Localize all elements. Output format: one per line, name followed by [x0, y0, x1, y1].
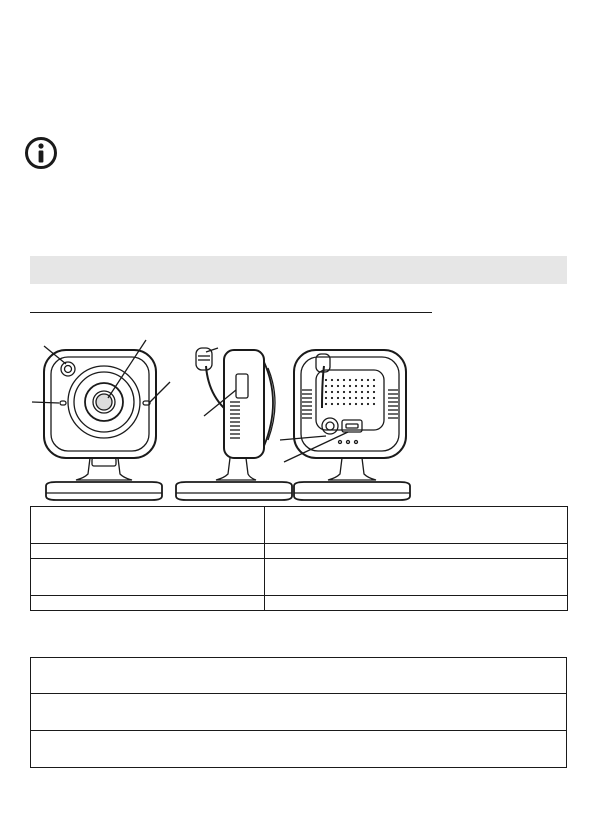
table-cell — [31, 596, 265, 611]
camera-front-view — [32, 340, 170, 500]
note-box-stack — [30, 657, 567, 768]
camera-illustration — [30, 328, 420, 506]
camera-back-view — [280, 350, 410, 500]
note-box — [30, 657, 567, 694]
note-box — [30, 694, 567, 731]
table-cell — [31, 559, 265, 596]
heading-underline — [30, 312, 432, 313]
camera-side-view — [176, 348, 292, 500]
table-cell — [265, 596, 568, 611]
note-box — [30, 731, 567, 768]
table-cell — [31, 544, 265, 559]
info-icon — [24, 136, 58, 170]
table-cell — [265, 507, 568, 544]
table-cell — [265, 544, 568, 559]
spec-table — [30, 506, 568, 611]
table-cell — [31, 507, 265, 544]
section-band — [30, 256, 567, 284]
table-cell — [265, 559, 568, 596]
